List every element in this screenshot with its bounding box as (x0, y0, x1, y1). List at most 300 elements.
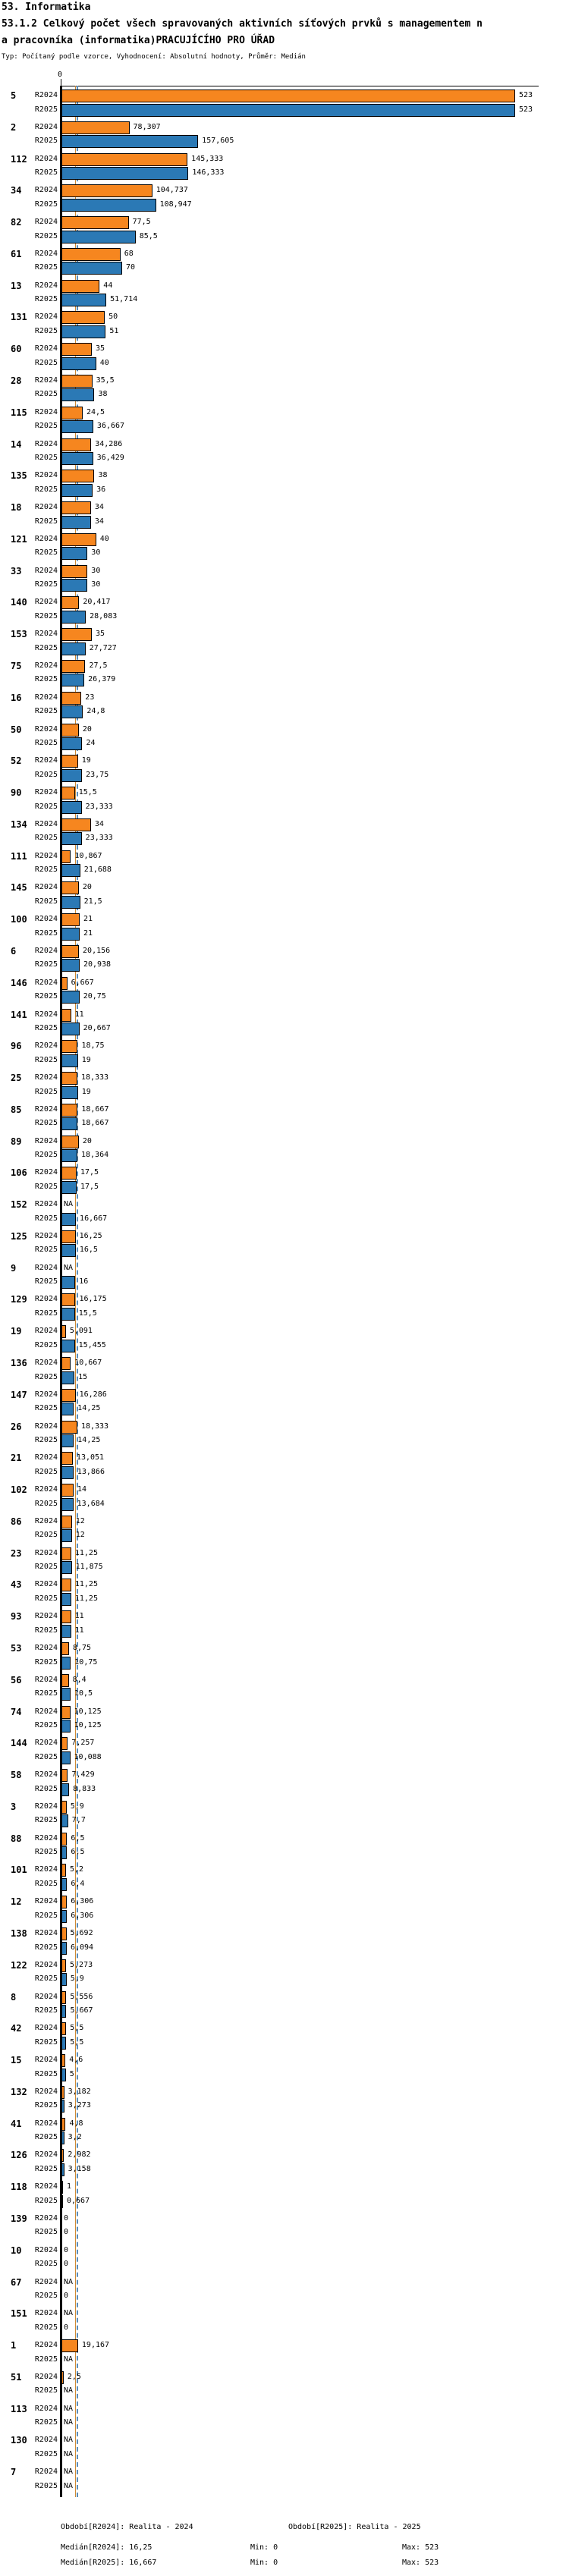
r2025-value-label: 51 (109, 326, 119, 335)
r2024-value-label: 10,667 (74, 1359, 102, 1368)
series-label-r2025: R2025 (34, 1563, 58, 1572)
chart-row-group (0, 2147, 569, 2179)
r2024-value-label: 68 (124, 249, 134, 258)
series-label-r2025: R2025 (34, 263, 58, 272)
chart-row-group (0, 120, 569, 152)
r2025-value-label: 23,75 (86, 770, 109, 779)
chart-row-group (0, 1958, 569, 1990)
series-label-r2024: R2024 (34, 1992, 58, 2001)
r2024-bar (61, 533, 96, 546)
r2024-value-label: 11,25 (74, 1580, 98, 1589)
r2024-bar (61, 1040, 77, 1053)
chart-row-group (0, 2402, 569, 2433)
series-label-r2025: R2025 (34, 1974, 58, 1984)
r2025-bar (61, 1720, 71, 1733)
series-label-r2024: R2024 (34, 344, 58, 353)
r2024-value-label: 104,737 (156, 186, 188, 195)
row-id-label: 41 (11, 2118, 22, 2129)
series-label-r2025: R2025 (34, 422, 58, 431)
r2024-bar (61, 692, 81, 705)
series-label-r2025: R2025 (34, 1436, 58, 1445)
series-label-r2025: R2025 (34, 1182, 58, 1191)
r2024-value-label: 2,5 (67, 2372, 81, 2381)
series-label-r2025: R2025 (34, 2386, 58, 2395)
r2025-value-label: 11 (74, 1626, 84, 1635)
chart-row-group (0, 1261, 569, 1293)
chart-row-group (0, 278, 569, 310)
chart-row-group (0, 1356, 569, 1387)
chart-row-group (0, 1894, 569, 1926)
r2024-value-label: 38 (98, 471, 108, 480)
r2024-value-label: NA (64, 2468, 74, 2477)
series-label-r2024: R2024 (34, 407, 58, 416)
chart-row-group (0, 944, 569, 975)
row-id-label: 134 (11, 818, 27, 830)
r2024-value-label: 12 (75, 1516, 85, 1525)
r2024-value-label: 3,182 (68, 2087, 91, 2096)
r2024-value-label: 5,2 (69, 1865, 83, 1874)
series-label-r2025: R2025 (34, 2481, 58, 2490)
row-id-label: 122 (11, 1959, 27, 1971)
series-label-r2025: R2025 (34, 168, 58, 177)
r2024-bar (61, 1833, 67, 1846)
r2024-bar (61, 1547, 71, 1560)
row-id-label: 33 (11, 565, 22, 576)
r2025-value-label: 12 (75, 1531, 85, 1540)
series-label-r2025: R2025 (34, 1594, 58, 1603)
r2025-value-label: 0 (64, 2260, 69, 2269)
r2024-value-label: 16,25 (79, 1231, 102, 1240)
r2025-value-label: 0 (64, 2292, 69, 2301)
r2024-bar (61, 913, 80, 926)
series-label-r2025: R2025 (34, 2101, 58, 2110)
r2025-value-label: 0,667 (67, 2196, 90, 2205)
series-label-r2025: R2025 (34, 1816, 58, 1825)
r2024-value-label: 44 (103, 281, 113, 290)
r2024-value-label: 8,4 (72, 1675, 86, 1684)
r2024-value-label: 10,867 (74, 851, 102, 860)
series-label-r2025: R2025 (34, 2449, 58, 2458)
series-label-r2024: R2024 (34, 946, 58, 955)
chart-row-group (0, 1514, 569, 1546)
r2024-value-label: 27,5 (89, 661, 108, 670)
r2025-bar (61, 547, 87, 560)
chart-row-group (0, 1704, 569, 1736)
series-label-r2025: R2025 (34, 834, 58, 843)
r2024-value-label: 18,333 (80, 1073, 109, 1082)
series-label-r2025: R2025 (34, 611, 58, 620)
series-label-r2024: R2024 (34, 1010, 58, 1019)
chart-row-group (0, 849, 569, 881)
chart-row-group (0, 880, 569, 912)
series-label-r2025: R2025 (34, 2292, 58, 2301)
r2025-value-label: NA (64, 2449, 74, 2458)
r2025-bar (61, 1149, 77, 1162)
r2025-bar (61, 1244, 76, 1257)
r2025-bar (61, 1434, 74, 1447)
series-label-r2024: R2024 (34, 2309, 58, 2318)
r2025-bar (61, 262, 122, 275)
series-label-r2025: R2025 (34, 358, 58, 367)
r2025-value-label: 26,379 (88, 675, 116, 684)
row-id-label: 15 (11, 2055, 22, 2066)
r2025-bar (61, 928, 80, 941)
r2024-bar (61, 1293, 75, 1306)
series-label-r2025: R2025 (34, 1784, 58, 1793)
row-id-label: 5 (11, 90, 17, 101)
series-label-r2024: R2024 (34, 978, 58, 987)
r2024-value-label: 34 (94, 503, 104, 512)
chart-row-group (0, 2338, 569, 2370)
series-label-r2025: R2025 (34, 2323, 58, 2332)
row-id-label: 112 (11, 153, 27, 165)
r2024-bar (61, 1642, 69, 1655)
series-label-r2025: R2025 (34, 295, 58, 304)
series-label-r2024: R2024 (34, 1485, 58, 1494)
row-id-label: 88 (11, 1833, 22, 1844)
r2024-bar (61, 121, 130, 134)
r2024-value-label: 4,6 (69, 2056, 83, 2065)
series-label-r2024: R2024 (34, 598, 58, 607)
chart-row-group (0, 975, 569, 1007)
r2025-value-label: 18,667 (81, 1119, 109, 1128)
r2025-value-label: 36,429 (96, 454, 124, 463)
r2024-bar (61, 1230, 76, 1243)
chart-row-group (0, 2464, 569, 2496)
r2024-value-label: 18,333 (80, 1422, 109, 1431)
row-id-label: 89 (11, 1136, 22, 1147)
chart-row-group (0, 1419, 569, 1451)
series-label-r2025: R2025 (34, 485, 58, 494)
r2025-bar (61, 1783, 69, 1796)
r2024-value-label: 16,175 (79, 1295, 107, 1304)
series-label-r2024: R2024 (34, 2024, 58, 2033)
series-label-r2025: R2025 (34, 1848, 58, 1857)
chart-row-group (0, 88, 569, 120)
r2025-value-label: 21 (83, 928, 93, 938)
chart-row-group (0, 1862, 569, 1894)
r2025-value-label: 20,667 (83, 1024, 111, 1032)
series-label-r2024: R2024 (34, 91, 58, 99)
series-label-r2024: R2024 (34, 2372, 58, 2381)
chart-row-group (0, 1450, 569, 1482)
r2025-value-label: 23,333 (85, 834, 113, 843)
r2025-value-label: 0 (64, 2323, 69, 2332)
r2025-value-label: 10,088 (74, 1752, 102, 1761)
r2025-value-label: NA (64, 2481, 74, 2490)
row-id-label: 138 (11, 1928, 27, 1939)
r2025-bar (61, 1023, 80, 1035)
r2025-bar (61, 1814, 68, 1827)
series-label-r2024: R2024 (34, 661, 58, 670)
series-label-r2025: R2025 (34, 770, 58, 779)
r2024-value-label: 30 (91, 566, 101, 575)
chart-title-line2: a pracovníka (informatika)PRACUJÍCÍHO PRO ÚŘAD (2, 35, 275, 46)
r2024-value-label: NA (64, 1200, 74, 1209)
r2024-value-label: 2,982 (68, 2150, 91, 2160)
chart-row-group (0, 722, 569, 754)
series-label-r2025: R2025 (34, 580, 58, 589)
series-label-r2024: R2024 (34, 756, 58, 765)
r2024-value-label: 34 (94, 819, 104, 828)
r2025-value-label: 24 (86, 739, 96, 748)
r2024-bar (61, 818, 91, 831)
r2025-value-label: 11,875 (75, 1563, 103, 1572)
series-label-r2024: R2024 (34, 1295, 58, 1304)
series-label-r2025: R2025 (34, 1119, 58, 1128)
series-label-r2025: R2025 (34, 390, 58, 399)
r2025-value-label: 28,083 (90, 611, 118, 620)
chart-row-group (0, 817, 569, 849)
series-label-r2024: R2024 (34, 1073, 58, 1082)
series-label-r2024: R2024 (34, 1548, 58, 1557)
series-label-r2024: R2024 (34, 1136, 58, 1145)
series-label-r2024: R2024 (34, 1644, 58, 1653)
r2025-bar (61, 1086, 78, 1099)
chart-row-group (0, 1038, 569, 1070)
chart-row-group (0, 1577, 569, 1609)
r2025-value-label: 5 (69, 2069, 74, 2078)
r2024-value-label: NA (64, 2404, 74, 2413)
r2024-bar (61, 501, 91, 514)
series-label-r2024: R2024 (34, 1168, 58, 1177)
r2025-bar (61, 1942, 67, 1955)
row-id-label: 96 (11, 1041, 22, 1052)
r2025-bar (61, 832, 82, 845)
r2024-value-label: 4,8 (69, 2119, 83, 2128)
r2025-value-label: 30 (91, 580, 101, 589)
r2024-value-label: 5,5 (70, 2024, 84, 2033)
series-label-r2025: R2025 (34, 1499, 58, 1508)
r2024-bar (61, 1009, 71, 1022)
chart-row-group (0, 1799, 569, 1831)
footer-max-r2024: Max: 523 (402, 2543, 439, 2552)
series-label-r2024: R2024 (34, 883, 58, 892)
series-label-r2024: R2024 (34, 249, 58, 258)
r2025-bar (61, 1910, 67, 1923)
chart-row-group (0, 468, 569, 500)
r2025-value-label: 108,947 (159, 199, 192, 209)
r2025-bar (61, 611, 86, 624)
row-id-label: 141 (11, 1009, 27, 1020)
footer-min-r2024: Min: 0 (250, 2543, 278, 2552)
series-label-r2025: R2025 (34, 1752, 58, 1761)
row-id-label: 113 (11, 2403, 27, 2414)
r2024-bar (61, 1801, 67, 1814)
series-label-r2024: R2024 (34, 1041, 58, 1051)
r2025-value-label: 40 (99, 358, 109, 367)
series-label-r2024: R2024 (34, 915, 58, 924)
chart-row-group (0, 2306, 569, 2338)
r2025-bar (61, 1751, 71, 1764)
row-id-label: 147 (11, 1389, 27, 1400)
series-label-r2025: R2025 (34, 1467, 58, 1476)
row-id-label: 61 (11, 248, 22, 259)
r2025-bar (61, 135, 198, 148)
series-label-r2024: R2024 (34, 1675, 58, 1684)
series-label-r2024: R2024 (34, 1422, 58, 1431)
r2024-value-label: 5,091 (69, 1327, 93, 1336)
report-section-title: 53. Informatika (2, 2, 91, 13)
r2024-value-label: NA (64, 1263, 74, 1272)
row-id-label: 34 (11, 185, 22, 196)
series-label-r2025: R2025 (34, 1689, 58, 1698)
series-label-r2024: R2024 (34, 313, 58, 322)
footer-period-r2024: Období[R2024]: Realita - 2024 (61, 2523, 193, 2531)
chart-row-group (0, 2433, 569, 2464)
r2024-value-label: 5,692 (70, 1929, 93, 1937)
series-label-r2025: R2025 (34, 1372, 58, 1381)
r2025-bar (61, 896, 80, 909)
chart-row-group (0, 753, 569, 785)
series-label-r2024: R2024 (34, 1897, 58, 1906)
row-id-label: 7 (11, 2467, 17, 2478)
r2025-value-label: 18,364 (80, 1151, 109, 1160)
r2024-bar (61, 1484, 74, 1497)
r2024-bar (61, 153, 187, 166)
r2025-bar (61, 516, 91, 529)
r2025-value-label: 6,4 (71, 1879, 85, 1888)
r2024-value-label: 7,257 (71, 1739, 95, 1748)
r2025-value-label: 24,8 (86, 707, 105, 716)
row-id-label: 93 (11, 1611, 22, 1623)
series-label-r2024: R2024 (34, 1707, 58, 1716)
series-label-r2025: R2025 (34, 2260, 58, 2269)
r2025-value-label: 3,2 (68, 2133, 82, 2142)
r2024-value-label: 21 (83, 915, 93, 924)
r2025-bar (61, 737, 82, 750)
r2024-value-label: 5,273 (70, 1960, 93, 1969)
chart-title-line1: 53.1.2 Celkový počet všech spravovaných aktivních síťových prvků s managementem n (2, 18, 483, 30)
series-label-r2025: R2025 (34, 992, 58, 1001)
series-label-r2025: R2025 (34, 928, 58, 938)
series-label-r2025: R2025 (34, 897, 58, 906)
r2025-bar (61, 1657, 71, 1670)
r2024-value-label: 19 (81, 756, 91, 765)
row-id-label: 14 (11, 438, 22, 450)
chart-row-group (0, 1229, 569, 1261)
row-id-label: 6 (11, 945, 17, 957)
r2024-bar (61, 2339, 78, 2352)
r2024-value-label: 20 (82, 883, 92, 892)
row-id-label: 19 (11, 1326, 22, 1337)
r2024-bar (61, 787, 75, 800)
r2024-value-label: NA (64, 2436, 74, 2445)
r2024-value-label: 0 (64, 2213, 69, 2223)
row-id-label: 82 (11, 217, 22, 228)
r2024-value-label: 23 (85, 693, 95, 702)
r2025-bar (61, 674, 84, 686)
r2025-bar (61, 1276, 75, 1289)
r2025-value-label: 23,333 (85, 802, 113, 811)
r2024-value-label: 11 (74, 1010, 84, 1019)
r2024-bar (61, 977, 68, 990)
r2025-bar (61, 294, 106, 306)
r2024-bar (61, 90, 515, 102)
row-id-label: 144 (11, 1738, 27, 1749)
r2024-value-label: 35,5 (96, 375, 115, 385)
row-id-label: 50 (11, 724, 22, 735)
r2025-bar (61, 769, 82, 782)
r2024-bar (61, 1452, 73, 1465)
chart-row-group (0, 1292, 569, 1324)
r2024-bar (61, 470, 94, 482)
r2025-value-label: 14,25 (77, 1404, 101, 1413)
r2024-value-label: 14 (77, 1485, 87, 1494)
row-id-label: 10 (11, 2245, 22, 2256)
r2024-value-label: 1 (67, 2182, 72, 2191)
row-id-label: 85 (11, 1104, 22, 1115)
series-label-r2025: R2025 (34, 1531, 58, 1540)
row-id-label: 86 (11, 1516, 22, 1527)
r2024-value-label: 19,167 (81, 2341, 110, 2350)
r2024-bar (61, 724, 79, 737)
series-label-r2024: R2024 (34, 154, 58, 163)
chart-row-group (0, 2053, 569, 2084)
r2025-value-label: 16,667 (80, 1214, 108, 1223)
r2025-value-label: 6,094 (70, 1943, 94, 1952)
chart-row-group (0, 309, 569, 341)
r2025-bar (61, 705, 83, 718)
series-label-r2024: R2024 (34, 1612, 58, 1621)
chart-row-group (0, 1546, 569, 1578)
r2025-bar (61, 991, 80, 1004)
r2024-value-label: 0 (64, 2245, 69, 2254)
r2025-value-label: 70 (126, 263, 136, 272)
r2025-value-label: 36,667 (96, 422, 125, 431)
r2024-value-label: 20,417 (83, 598, 111, 607)
r2025-bar (61, 1529, 72, 1542)
chart-row-group (0, 564, 569, 595)
series-label-r2025: R2025 (34, 1404, 58, 1413)
r2025-bar (61, 1466, 74, 1479)
r2025-value-label: 11,25 (74, 1594, 98, 1603)
series-label-r2025: R2025 (34, 1277, 58, 1286)
r2024-bar (61, 945, 79, 958)
series-label-r2024: R2024 (34, 1929, 58, 1937)
series-label-r2025: R2025 (34, 739, 58, 748)
chart-row-group (0, 2179, 569, 2211)
row-id-label: 139 (11, 2213, 27, 2224)
chart-row-group (0, 2084, 569, 2116)
r2025-value-label: 10,125 (74, 1721, 102, 1730)
r2024-bar (61, 565, 87, 578)
series-label-r2024: R2024 (34, 2277, 58, 2286)
series-label-r2024: R2024 (34, 534, 58, 543)
r2025-value-label: 0 (64, 2228, 69, 2237)
r2025-value-label: 146,333 (192, 168, 225, 177)
r2025-value-label: 5,5 (70, 2037, 84, 2047)
series-label-r2024: R2024 (34, 503, 58, 512)
series-label-r2025: R2025 (34, 643, 58, 652)
row-id-label: 74 (11, 1706, 22, 1717)
r2024-bar (61, 1896, 67, 1908)
r2025-value-label: 21,688 (83, 865, 112, 875)
r2025-value-label: 15,5 (78, 1308, 97, 1318)
series-label-r2025: R2025 (34, 1087, 58, 1096)
series-label-r2024: R2024 (34, 2341, 58, 2350)
r2024-bar (61, 755, 78, 768)
series-label-r2024: R2024 (34, 2404, 58, 2413)
r2024-bar (61, 280, 99, 293)
r2025-value-label: 13,866 (77, 1467, 105, 1476)
row-id-label: 28 (11, 375, 22, 386)
series-label-r2024: R2024 (34, 2213, 58, 2223)
row-id-label: 2 (11, 121, 17, 133)
r2025-bar (61, 484, 93, 497)
row-id-label: 23 (11, 1547, 22, 1559)
row-id-label: 67 (11, 2276, 22, 2288)
